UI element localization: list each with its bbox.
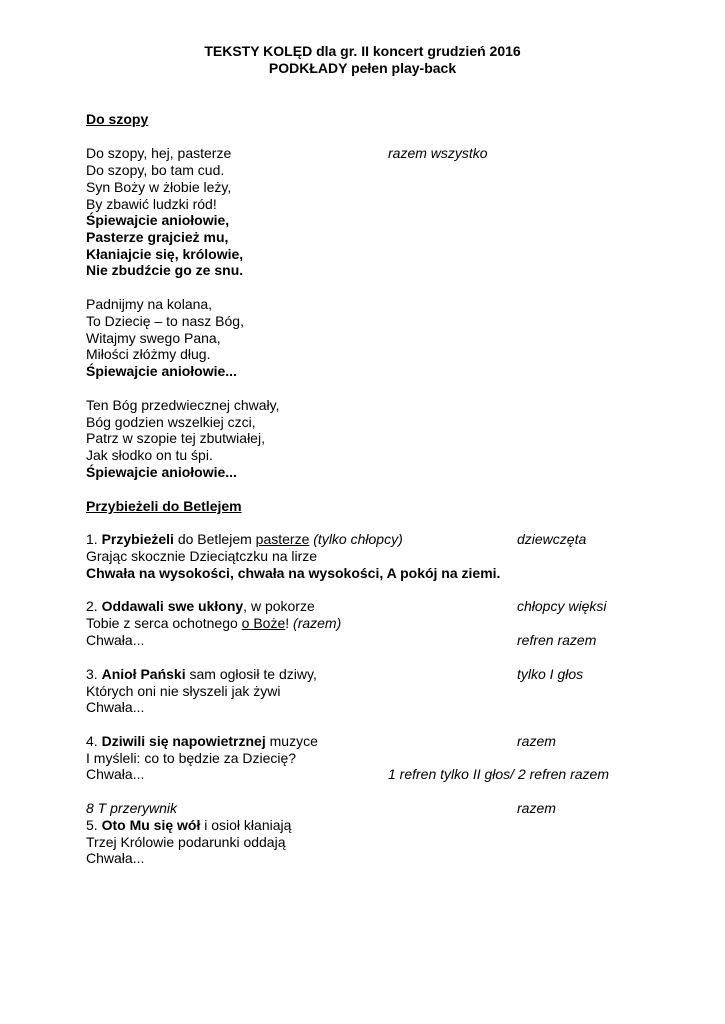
interlude-line: 8 T przerywnik (86, 800, 178, 816)
performance-note: razem (517, 800, 556, 816)
stanza-2-line-2: Tobie z serca ochotnego o Boże! (razem) (86, 615, 342, 631)
document-title: TEKSTY KOLĘD dla gr. II koncert grudzień 2016 (204, 43, 521, 59)
refrain-line: Śpiewajcie aniołowie, (86, 212, 230, 228)
refrain-ref: Śpiewajcie aniołowie... (86, 464, 237, 480)
refrain-line: Kłaniajcie się, królowie, (86, 246, 244, 262)
song-title-przybiezeli: Przybieżeli do Betlejem (86, 498, 242, 514)
verse-line: Bóg godzien wszelkiej czci, (86, 414, 256, 430)
stanza-3-line-2: Których oni nie słyszeli jak żywi (86, 683, 281, 699)
stanza-3-line-3: Chwała... (86, 699, 145, 715)
performance-note: razem wszystko (388, 145, 488, 161)
verse-line: Do szopy, hej, pasterze (86, 145, 232, 161)
verse-line: Miłości złóżmy dług. (86, 346, 211, 362)
performance-note: chłopcy więksi (517, 598, 607, 614)
stanza-4-line-3: Chwała... (86, 766, 145, 782)
refrain-ref: Śpiewajcie aniołowie... (86, 363, 237, 379)
performance-note: refren razem (517, 632, 597, 648)
verse-line: Witajmy swego Pana, (86, 330, 221, 346)
stanza-2-line-3: Chwała... (86, 632, 145, 648)
chorus-line: Chwała na wysokości, chwała na wysokości, A pokój na ziemi. (86, 565, 501, 581)
refrain-line: Nie zbudźcie go ze snu. (86, 262, 244, 278)
stanza-5-line-2: Trzej Królowie podarunki oddają (86, 834, 286, 850)
stanza-5-line-1: 5. Oto Mu się wół i osioł kłaniają (86, 817, 292, 833)
verse-line: Syn Boży w żłobie leży, (86, 179, 232, 195)
verse-line: Ten Bóg przedwiecznej chwały, (86, 397, 280, 413)
stanza-1-line-1: 1. Przybieżeli do Betlejem pasterze (tylko chłopcy) (86, 531, 403, 547)
stanza-2-line-1: 2. Oddawali swe ukłony, w pokorze (86, 598, 315, 614)
stanza-4-line-2: I myśleli: co to będzie za Dziecię? (86, 750, 297, 766)
stanza-3-line-1: 3. Anioł Pański sam ogłosił te dziwy, (86, 666, 317, 682)
document-subtitle: PODKŁADY pełen play-back (268, 60, 457, 76)
verse-line: By zbawić ludzki ród! (86, 196, 217, 212)
performance-note: dziewczęta (517, 531, 587, 547)
song-title-do-szopy: Do szopy (86, 111, 149, 127)
verse-line: Do szopy, bo tam cud. (86, 162, 225, 178)
stanza-5-line-3: Chwała... (86, 850, 145, 866)
refrain-line: Pasterze grajcież mu, (86, 229, 229, 245)
performance-note: razem (517, 733, 556, 749)
verse-line: Padnijmy na kolana, (86, 296, 213, 312)
verse-line: Jak słodko on tu śpi. (86, 447, 213, 463)
performance-note: 1 refren tylko II głos/ 2 refren razem (388, 766, 609, 782)
verse-line: To Dziecię – to nasz Bóg, (86, 313, 244, 329)
verse-line: Patrz w szopie tej zbutwiałej, (86, 430, 265, 446)
stanza-4-line-1: 4. Dziwili się napowietrznej muzyce (86, 733, 318, 749)
performance-note: tylko I głos (517, 666, 584, 682)
stanza-1-line-2: Grając skocznie Dzieciątczku na lirze (86, 548, 318, 564)
